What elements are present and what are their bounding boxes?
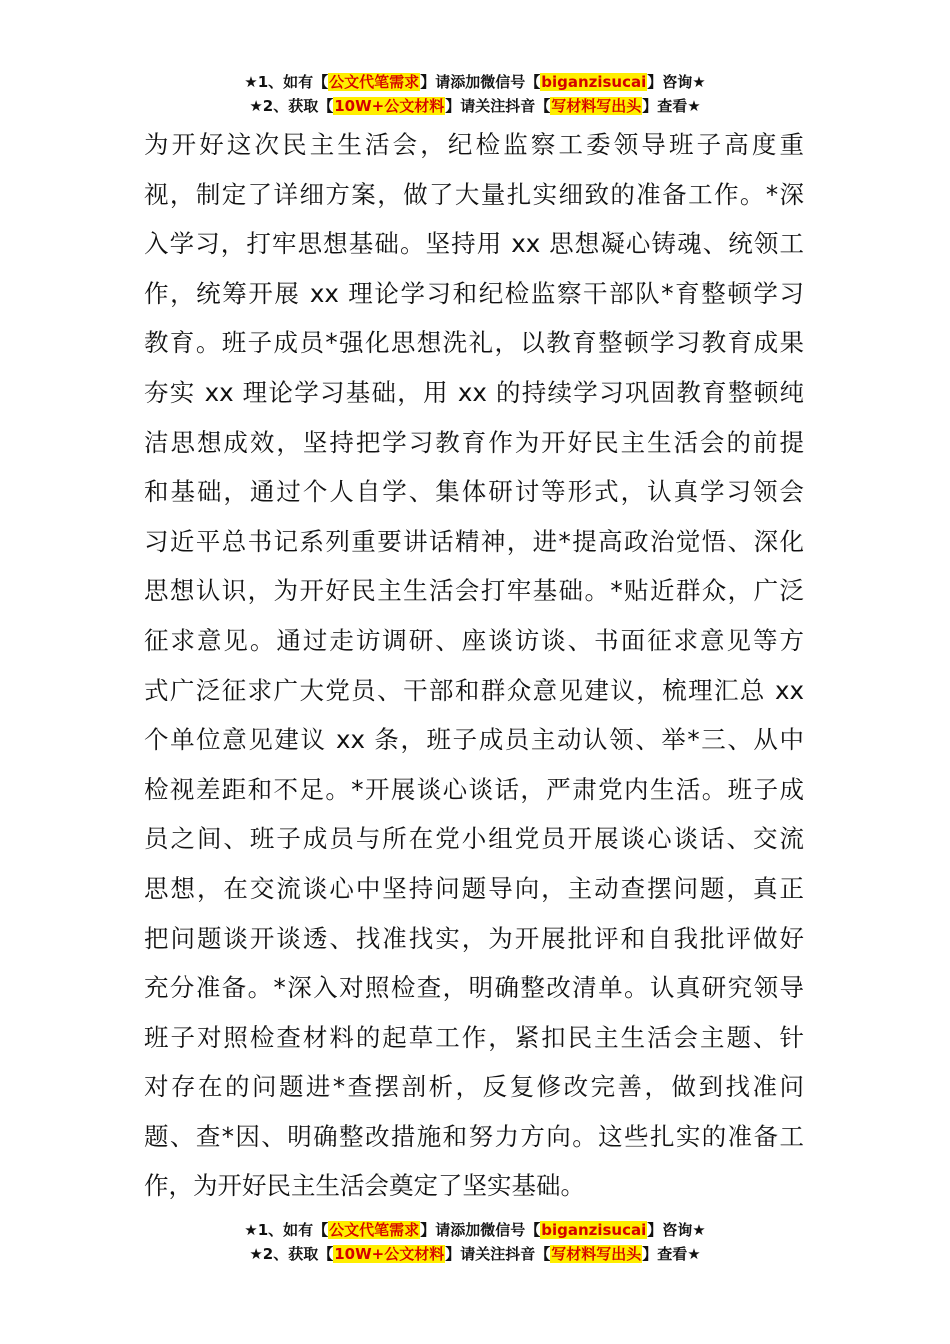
promo-text: ★1、如有【 <box>244 1221 329 1239</box>
promo-highlight: 公文代笔需求 <box>329 73 420 91</box>
promo-line-1 <box>0 70 950 94</box>
body-line-last: 作，为开好民主生活会奠定了坚实基础。 <box>144 1171 585 1201</box>
promo-line-2 <box>0 94 950 118</box>
promo-text: 】查看★ <box>642 1245 701 1263</box>
body-line: 员之间、班子成员与所在党小组党员开展谈心谈话、交流 <box>144 824 804 854</box>
promo-text: 】咨询★ <box>647 73 706 91</box>
promo-text: ★2、获取【 <box>249 97 334 115</box>
promo-text: 】请添加微信号【 <box>420 73 541 91</box>
body-line: 征求意见。通过走访调研、座谈访谈、书面征求意见等方 <box>144 625 804 655</box>
body-line: 思想认识，为开好民主生活会打牢基础。*贴近群众，广泛 <box>144 576 804 606</box>
body-line: 对存在的问题进*查摆剖析，反复修改完善，做到找准问 <box>144 1072 804 1102</box>
promo-highlight: 公文代笔需求 <box>329 1221 420 1239</box>
douyin-account-highlight: 写材料写出头 <box>551 97 642 115</box>
wechat-id-highlight: biganzisucai <box>541 1221 647 1239</box>
promo-text: 】请关注抖音【 <box>445 1245 551 1263</box>
body-line: 视，制定了详细方案，做了大量扎实细致的准备工作。*深 <box>144 179 804 209</box>
body-line: 教育。班子成员*强化思想洗礼，以教育整顿学习教育成果 <box>144 328 804 358</box>
promo-line-1 <box>0 1218 950 1242</box>
promo-text: 】请关注抖音【 <box>445 97 551 115</box>
body-line: 入学习，打牢思想基础。坚持用 xx 思想凝心铸魂、统领工 <box>144 229 804 259</box>
body-line: 洁思想成效，坚持把学习教育作为开好民主生活会的前提 <box>144 427 804 457</box>
promo-text: ★2、获取【 <box>249 1245 334 1263</box>
body-line: 思想，在交流谈心中坚持问题导向，主动查摆问题，真正 <box>144 873 804 903</box>
promo-line-2 <box>0 1242 950 1266</box>
body-line: 个单位意见建议 xx 条，班子成员主动认领、举*三、从中 <box>144 725 804 755</box>
promo-text: 】查看★ <box>642 97 701 115</box>
promo-text: 】请添加微信号【 <box>420 1221 541 1239</box>
promo-text: 】咨询★ <box>647 1221 706 1239</box>
promo-highlight: 10W+公文材料 <box>334 1245 445 1263</box>
body-line: 作，统筹开展 xx 理论学习和纪检监察干部队*育整顿学习 <box>144 278 804 308</box>
body-line: 夯实 xx 理论学习基础，用 xx 的持续学习巩固教育整顿纯 <box>144 377 804 407</box>
document-body <box>144 120 804 1211</box>
header-promo-banner <box>0 70 950 118</box>
body-line: 为开好这次民主生活会，纪检监察工委领导班子高度重 <box>144 130 804 159</box>
body-line: 班子对照检查材料的起草工作，紧扣民主生活会主题、针 <box>144 1022 804 1052</box>
promo-highlight: 10W+公文材料 <box>334 97 445 115</box>
wechat-id-highlight: biganzisucai <box>541 73 647 91</box>
body-line: 把问题谈开谈透、找准找实，为开展批评和自我批评做好 <box>144 923 804 953</box>
body-line: 习近平总书记系列重要讲话精神，进*提高政治觉悟、深化 <box>144 526 804 556</box>
promo-text: ★1、如有【 <box>244 73 329 91</box>
douyin-account-highlight: 写材料写出头 <box>551 1245 642 1263</box>
body-line: 式广泛征求广大党员、干部和群众意见建议，梳理汇总 xx <box>144 675 804 705</box>
body-line: 和基础，通过个人自学、集体研讨等形式，认真学习领会 <box>144 477 804 507</box>
body-line: 检视差距和不足。*开展谈心谈话，严肃党内生活。班子成 <box>144 774 804 804</box>
body-line: 题、查*因、明确整改措施和努力方向。这些扎实的准备工 <box>144 1121 804 1151</box>
body-line: 充分准备。*深入对照检查，明确整改清单。认真研究领导 <box>144 973 804 1003</box>
footer-promo-banner <box>0 1218 950 1266</box>
